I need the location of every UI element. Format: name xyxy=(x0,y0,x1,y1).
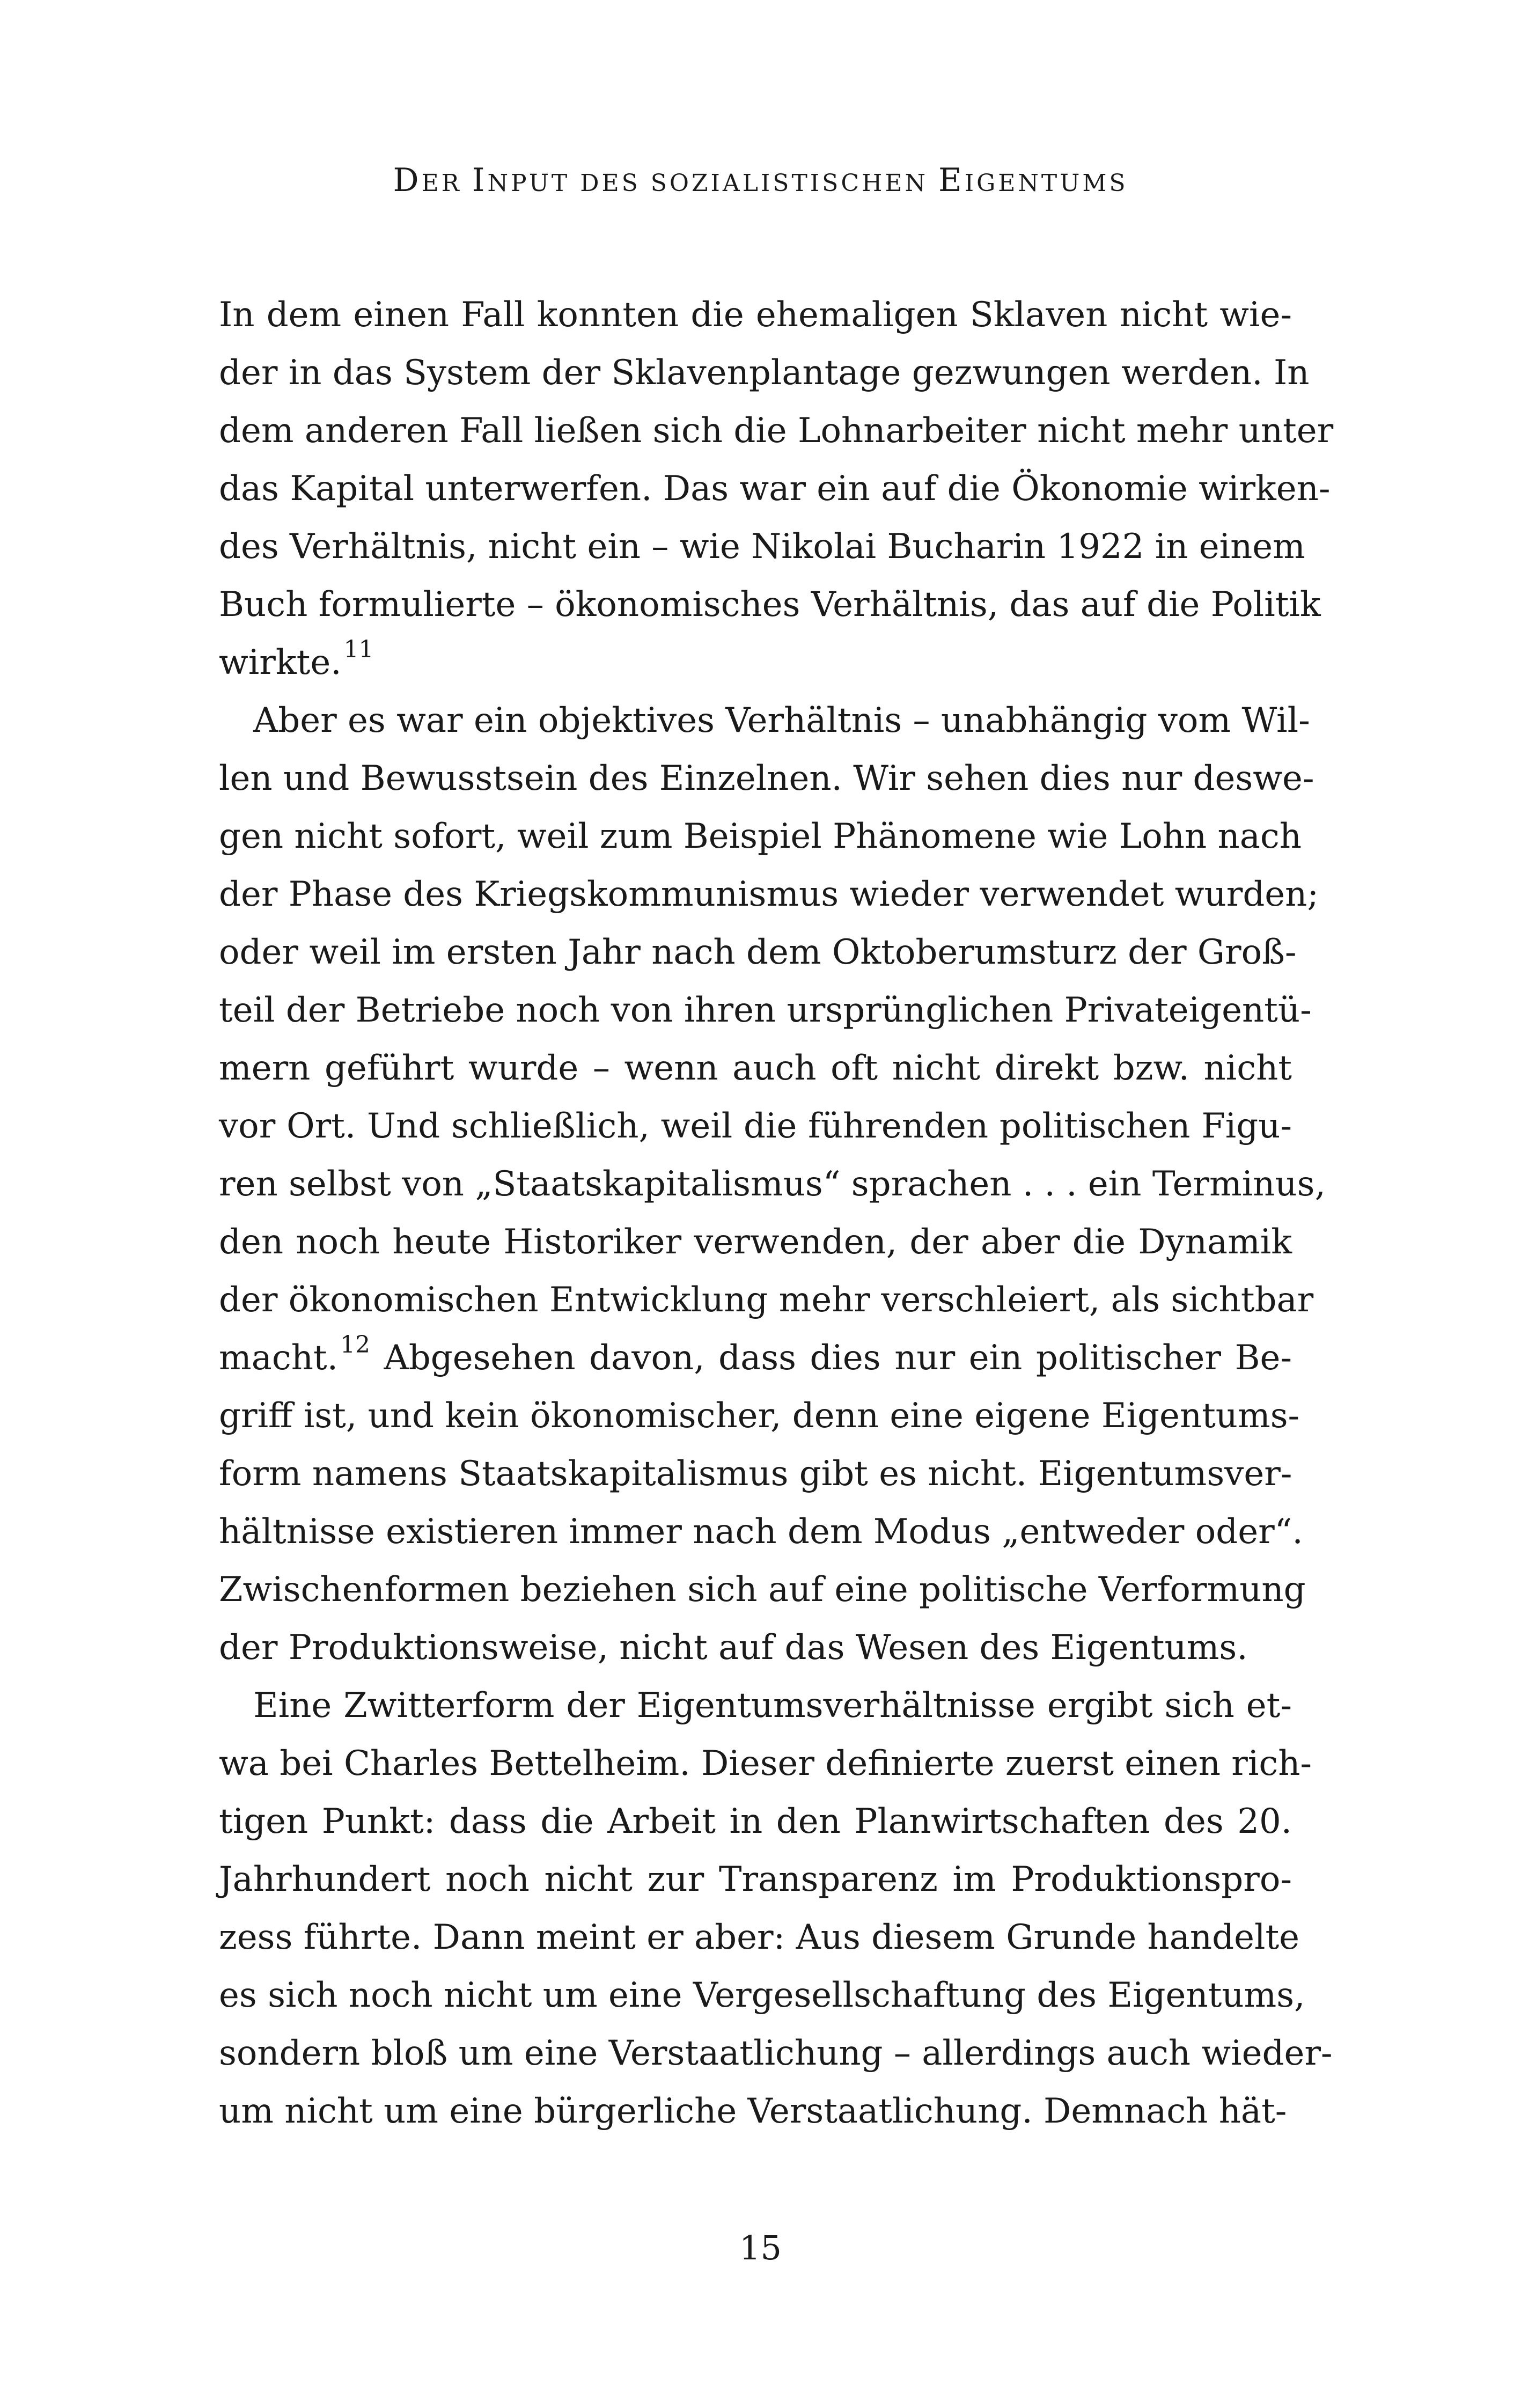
text-line xyxy=(219,1561,1306,1619)
text-line xyxy=(219,1039,1292,1097)
text-segment: um nicht um eine bürgerliche Verstaatlichung. Demnach hät- xyxy=(219,2091,1287,2131)
text-line xyxy=(219,1213,1292,1271)
text-segment: zess führte. Dann meint er aber: Aus diesem Grunde handelte xyxy=(219,1918,1300,1957)
running-head-part: E xyxy=(938,161,965,199)
text-segment: Jahrhundert noch nicht zur Transparenz im Produktionspro- xyxy=(219,1860,1292,1899)
running-head-part: NPUT DES SOZIALISTISCHEN xyxy=(487,170,938,197)
text-segment: der in das System der Sklavenplantage gezwungen werden. In xyxy=(219,353,1310,393)
text-segment: form namens Staatskapitalismus gibt es nicht. Eigentumsver- xyxy=(219,1454,1292,1494)
text-segment: der Phase des Kriegskommunismus wieder verwendet wurden; xyxy=(219,875,1319,914)
text-line xyxy=(219,1445,1292,1503)
running-head xyxy=(0,161,1521,203)
text-segment: der ökonomischen Entwicklung mehr verschleiert, als sichtbar xyxy=(219,1280,1314,1320)
paragraph xyxy=(219,1677,1333,2140)
text-segment: es sich noch nicht um eine Vergesellschaftung des Eigentums, xyxy=(219,1976,1305,2015)
text-segment: teil der Betriebe noch von ihren ursprünglichen Privateigentü- xyxy=(219,990,1312,1030)
text-segment: len und Bewusstsein des Einzelnen. Wir sehen dies nur deswe- xyxy=(219,759,1314,798)
text-line xyxy=(219,1793,1292,1851)
text-segment: dem anderen Fall ließen sich die Lohnarbeiter nicht mehr unter xyxy=(219,411,1334,451)
text-line xyxy=(219,923,1297,981)
running-head-part: ER xyxy=(421,170,472,197)
running-head-part: I xyxy=(472,161,488,199)
text-segment: macht. xyxy=(219,1338,338,1378)
text-line xyxy=(219,1966,1305,2024)
text-segment: sondern bloß um eine Verstaatlichung – allerdings auch wieder- xyxy=(219,2033,1333,2073)
text-line xyxy=(219,981,1312,1039)
text-segment: hältnisse existieren immer nach dem Modus „entweder oder“. xyxy=(219,1512,1303,1552)
text-line xyxy=(219,2082,1292,2140)
text-segment: des Verhältnis, nicht ein – wie Nikolai Bucharin 1922 in einem xyxy=(219,527,1305,567)
text-segment: wa bei Charles Bettelheim. Dieser definierte zuerst einen rich- xyxy=(219,1744,1312,1783)
text-segment: Aber es war ein objektives Verhältnis – unabhängig vom Wil- xyxy=(253,701,1310,740)
text-segment: In dem einen Fall konnten die ehemaligen Sklaven nicht wie- xyxy=(219,295,1292,335)
text-segment: gen nicht sofort, weil zum Beispiel Phänomene wie Lohn nach xyxy=(219,817,1302,856)
text-line xyxy=(219,1155,1326,1213)
running-head-part: D xyxy=(393,161,422,199)
text-segment: das Kapital unterwerfen. Das war ein auf die Ökonomie wirken- xyxy=(219,469,1331,509)
text-line xyxy=(219,460,1331,518)
footnote-marker[interactable]: 12 xyxy=(340,1331,370,1359)
text-line xyxy=(219,1735,1312,1793)
text-line xyxy=(219,518,1305,576)
text-line xyxy=(219,692,1310,750)
footnote-marker[interactable]: 11 xyxy=(343,636,374,664)
text-segment: vor Ort. Und schließlich, weil die führenden politischen Figu- xyxy=(219,1106,1292,1146)
text-line xyxy=(219,402,1334,460)
text-line xyxy=(219,1908,1300,1966)
text-segment: Abgesehen davon, dass dies nur ein politischer Be- xyxy=(370,1338,1292,1378)
running-head-part: IGENTUMS xyxy=(964,170,1128,197)
text-segment: griff ist, und kein ökonomischer, denn eine eigene Eigentums- xyxy=(219,1396,1300,1436)
paragraph xyxy=(219,692,1326,1677)
text-line xyxy=(219,1387,1300,1445)
text-segment: ren selbst von „Staatskapitalismus“ sprachen . . . ein Terminus, xyxy=(219,1164,1326,1204)
text-line xyxy=(219,286,1292,344)
text-segment: der Produktionsweise, nicht auf das Wesen des Eigentums. xyxy=(219,1628,1248,1668)
text-line xyxy=(219,1271,1314,1329)
text-line xyxy=(219,2024,1333,2082)
text-segment: den noch heute Historiker verwenden, der aber die Dynamik xyxy=(219,1222,1292,1262)
text-line xyxy=(219,807,1302,865)
body-text xyxy=(219,286,1334,2140)
text-segment: Eine Zwitterform der Eigentumsverhältnisse ergibt sich et- xyxy=(253,1686,1292,1726)
text-segment: mern geführt wurde – wenn auch oft nicht direkt bzw. nicht xyxy=(219,1048,1292,1088)
text-line xyxy=(219,750,1314,807)
text-line xyxy=(219,1503,1303,1561)
text-segment: Zwischenformen beziehen sich auf eine politische Verformung xyxy=(219,1570,1306,1610)
text-segment: oder weil im ersten Jahr nach dem Oktoberumsturz der Groß- xyxy=(219,933,1297,972)
text-segment: wirkte. xyxy=(219,643,342,682)
text-line xyxy=(219,865,1319,923)
text-line xyxy=(219,576,1321,634)
text-line xyxy=(219,1097,1292,1155)
text-line xyxy=(219,1619,1292,1677)
text-line xyxy=(219,1851,1292,1908)
text-segment: tigen Punkt: dass die Arbeit in den Planwirtschaften des 20. xyxy=(219,1802,1292,1841)
paragraph xyxy=(219,286,1334,692)
text-line xyxy=(219,634,1292,692)
text-line xyxy=(219,344,1310,402)
text-line xyxy=(219,1329,1292,1387)
text-line xyxy=(219,1677,1292,1735)
page-number: 15 xyxy=(739,2228,782,2267)
text-segment: Buch formulierte – ökonomisches Verhältnis, das auf die Politik xyxy=(219,585,1321,625)
